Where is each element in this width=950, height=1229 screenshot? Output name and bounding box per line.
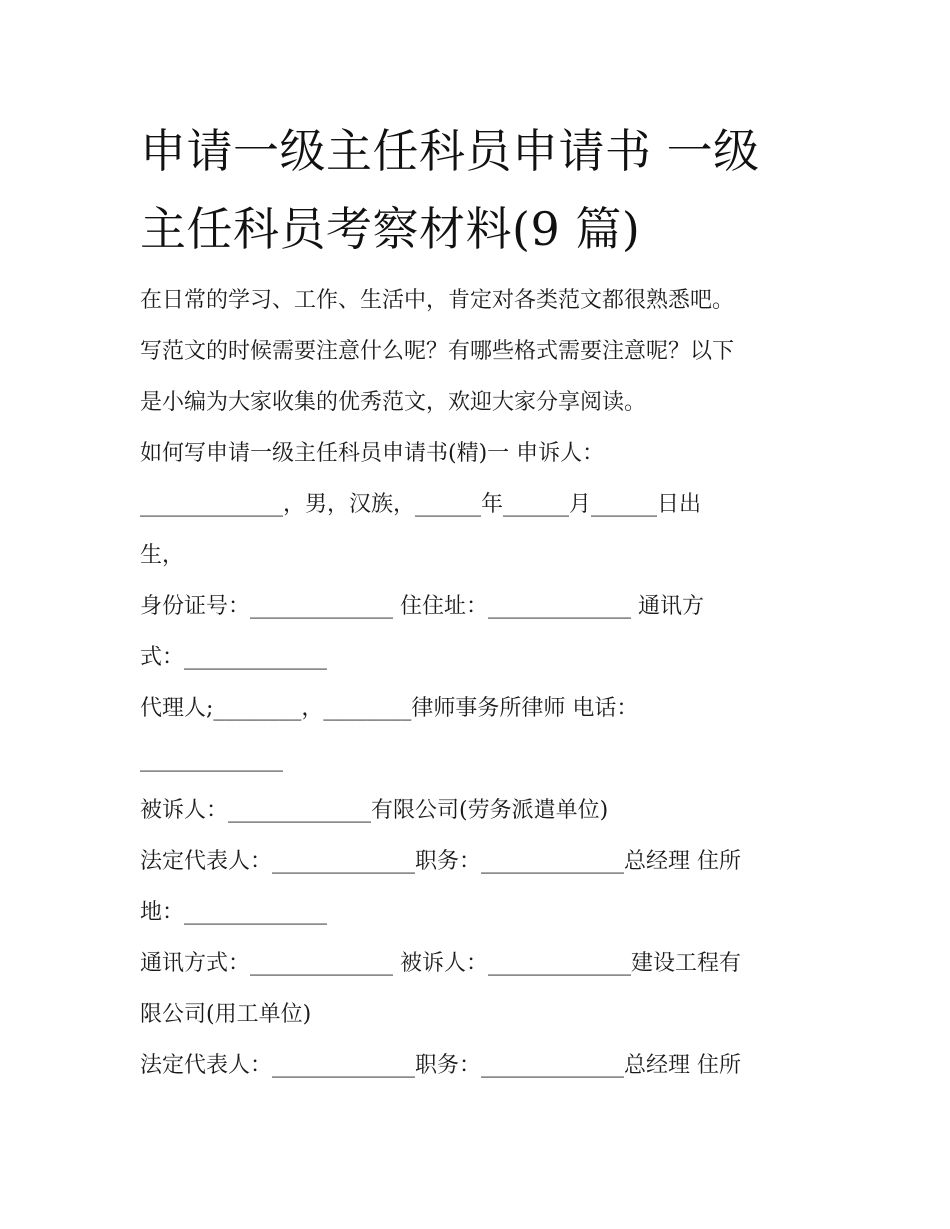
title-line-1: 申请一级主任科员申请书 一级 [140, 124, 760, 178]
body-line-12: 法定代表人：_____________职务：_____________总经理 住所 [140, 849, 741, 874]
body-line-1: 在日常的学习、工作、生活中，肯定对各类范文都很熟悉吧。 [140, 288, 735, 313]
body-line-7: 身份证号：_____________ 住住址：_____________ 通讯方 [140, 594, 704, 619]
body-line-4: 如何写申请一级主任科员申请书(精)一 申诉人： [140, 441, 605, 466]
body-line-5: _____________，男，汉族，______年______月______日出 [140, 492, 702, 517]
body-line-16: 法定代表人：_____________职务：_____________总经理 住所 [140, 1053, 741, 1078]
body-line-15: 限公司(用工单位) [140, 1002, 312, 1027]
body-line-14: 通讯方式：_____________ 被诉人：_____________建设工程有 [140, 951, 741, 976]
document-body [140, 275, 830, 1091]
title-line-2: 主任科员考察材料(9 篇) [140, 202, 641, 256]
body-line-8: 式：_____________ [140, 645, 328, 670]
body-line-2: 写范文的时候需要注意什么呢？有哪些格式需要注意呢？以下 [140, 339, 735, 364]
body-line-9: 代理人;________，________律师事务所律师 电话： [140, 696, 639, 721]
body-line-10: _____________ [140, 747, 283, 772]
body-line-6: 生， [140, 543, 185, 568]
body-line-3: 是小编为大家收集的优秀范文，欢迎大家分享阅读。 [140, 390, 647, 415]
body-line-13: 地：_____________ [140, 900, 328, 925]
body-line-11: 被诉人：_____________有限公司(劳务派遣单位) [140, 798, 609, 823]
document-title [140, 112, 820, 268]
